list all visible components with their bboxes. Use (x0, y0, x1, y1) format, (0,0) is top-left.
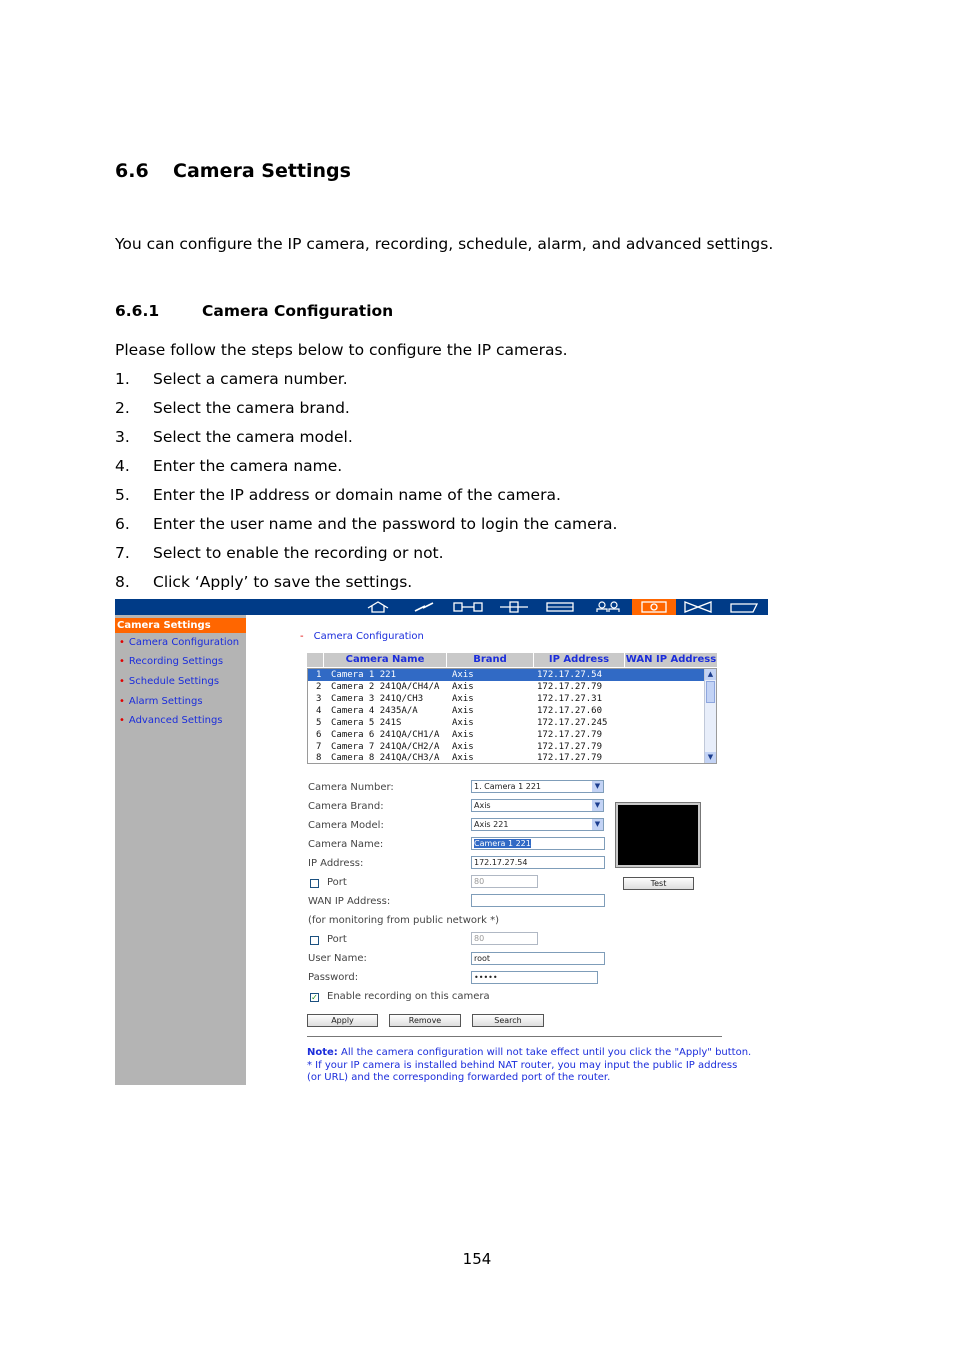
network-icon[interactable] (499, 599, 529, 615)
intro-paragraph: You can configure the IP camera, recording, schedule, alarm, and advanced settings. (115, 235, 774, 253)
subsection-heading (115, 302, 393, 320)
ip-address-input[interactable]: 172.17.27.54 (471, 856, 605, 869)
scroll-thumb[interactable] (706, 681, 715, 703)
step-item: 6. Enter the user name and the password to login the camera. (115, 515, 618, 533)
top-toolbar (115, 599, 768, 615)
search-button[interactable]: Search (472, 1014, 544, 1027)
port-input[interactable]: 80 (471, 875, 538, 888)
port-label: Port (327, 877, 347, 888)
wan-ip-label: WAN IP Address: (308, 896, 391, 907)
chevron-down-icon: ▼ (592, 800, 603, 811)
edit-icon[interactable] (729, 599, 759, 615)
note-line-1: Note: All the camera configuration will not take effect until you click the "Apply" button. (307, 1047, 752, 1058)
section-heading (115, 160, 351, 182)
camera-number-select[interactable]: 1. Camera 1 221 ▼ (471, 780, 604, 793)
table-row[interactable]: 2 Camera 2 241QA/CH4/A Axis 172.17.27.79 (316, 682, 603, 692)
step-item: 2. Select the camera brand. (115, 399, 350, 417)
sidebar-item-advanced-settings[interactable]: • Advanced Settings (119, 715, 223, 726)
list-scrollbar[interactable] (704, 669, 716, 763)
camera-preview (616, 803, 700, 867)
camera-brand-select[interactable]: Axis ▼ (471, 799, 604, 812)
note-line-3: (or URL) and the corresponding forwarded port of the router. (307, 1072, 611, 1083)
divider (307, 1036, 722, 1037)
step-item: 1. Select a camera number. (115, 370, 348, 388)
subsection-title: Camera Configuration (202, 302, 394, 320)
camera-brand-label: Camera Brand: (308, 801, 384, 812)
sidebar-item-schedule-settings[interactable]: • Schedule Settings (119, 676, 220, 687)
main-panel (246, 615, 768, 1085)
home-icon[interactable] (363, 599, 393, 615)
connection-icon[interactable] (453, 599, 483, 615)
col-brand[interactable]: Brand (446, 653, 533, 667)
step-item: 8. Click ‘Apply’ to save the settings. (115, 573, 413, 591)
camera-name-input[interactable]: Camera 1 221 (471, 837, 605, 850)
user-name-label: User Name: (308, 953, 367, 964)
col-ip-address[interactable]: IP Address (533, 653, 624, 667)
camera-icon[interactable] (632, 599, 676, 615)
password-input[interactable]: ••••• (471, 971, 598, 984)
step-item: 4. Enter the camera name. (115, 457, 343, 475)
camera-name-label: Camera Name: (308, 839, 384, 850)
bowtie-icon[interactable] (683, 599, 713, 615)
display-icon[interactable] (545, 599, 575, 615)
test-button[interactable]: Test (623, 877, 694, 890)
scroll-down-icon[interactable]: ▼ (705, 752, 716, 763)
scroll-up-icon[interactable]: ▲ (705, 669, 716, 680)
col-wan-ip-address[interactable]: WAN IP Address (625, 654, 717, 665)
port-checkbox[interactable] (310, 879, 319, 888)
chevron-down-icon: ▼ (592, 819, 603, 830)
wan-port-label: Port (327, 934, 347, 945)
subsection-number: 6.6.1 (115, 302, 160, 320)
step-item: 7. Select to enable the recording or not. (115, 544, 444, 562)
breadcrumb: - Camera Configuration (300, 631, 424, 642)
page-number: 154 (462, 1250, 492, 1268)
steps-list (115, 370, 617, 602)
remove-button[interactable]: Remove (389, 1014, 461, 1027)
enable-recording-label: Enable recording on this camera (327, 991, 490, 1002)
table-row[interactable]: 6 Camera 6 241QA/CH1/A Axis 172.17.27.79 (316, 730, 603, 740)
camera-model-label: Camera Model: (308, 820, 384, 831)
wan-note: (for monitoring from public network *) (308, 915, 500, 926)
enable-recording-checkbox[interactable]: ✓ (311, 993, 318, 1002)
ip-address-label: IP Address: (308, 858, 364, 869)
chevron-down-icon: ▼ (592, 781, 603, 792)
sidebar-item-recording-settings[interactable]: • Recording Settings (119, 656, 224, 667)
table-row[interactable]: 7 Camera 7 241QA/CH2/A Axis 172.17.27.79 (316, 742, 603, 752)
flash-icon[interactable] (409, 599, 439, 615)
sidebar-header: Camera Settings (115, 618, 246, 633)
user-name-input[interactable]: root (471, 952, 605, 965)
steps-intro: Please follow the steps below to configure the IP cameras. (115, 341, 568, 359)
section-title: Camera Settings (173, 160, 351, 182)
sidebar-item-camera-configuration[interactable]: • Camera Configuration (119, 637, 240, 648)
table-row[interactable]: 4 Camera 4 2435A/A Axis 172.17.27.60 (316, 706, 603, 716)
sidebar-item-alarm-settings[interactable]: • Alarm Settings (119, 696, 203, 707)
users-icon[interactable] (593, 599, 623, 615)
section-number: 6.6 (115, 160, 149, 182)
table-row[interactable]: 1 Camera 1 221 Axis 172.17.27.54 (308, 669, 704, 681)
table-row[interactable]: 8 Camera 8 241QA/CH3/A Axis 172.17.27.79 (316, 753, 603, 763)
table-row[interactable]: 3 Camera 3 241Q/CH3 Axis 172.17.27.31 (316, 694, 603, 704)
step-item: 5. Enter the IP address or domain name of the camera. (115, 486, 561, 504)
wan-port-input[interactable]: 80 (471, 932, 538, 945)
wan-ip-input[interactable] (471, 894, 605, 907)
col-camera-name[interactable]: Camera Name (323, 653, 446, 667)
table-row[interactable]: 5 Camera 5 241S Axis 172.17.27.245 (316, 718, 608, 728)
note-line-2: * If your IP camera is installed behind NAT router, you may input the public IP address (307, 1060, 738, 1071)
camera-table-header (307, 653, 717, 667)
camera-model-select[interactable]: Axis 221 ▼ (471, 818, 604, 831)
wan-port-checkbox[interactable] (310, 936, 319, 945)
apply-button[interactable]: Apply (307, 1014, 378, 1027)
sidebar (115, 615, 246, 1085)
camera-list[interactable] (307, 668, 717, 764)
camera-config-screenshot (115, 599, 768, 1085)
camera-number-label: Camera Number: (308, 782, 394, 793)
password-label: Password: (308, 972, 359, 983)
step-item: 3. Select the camera model. (115, 428, 353, 446)
